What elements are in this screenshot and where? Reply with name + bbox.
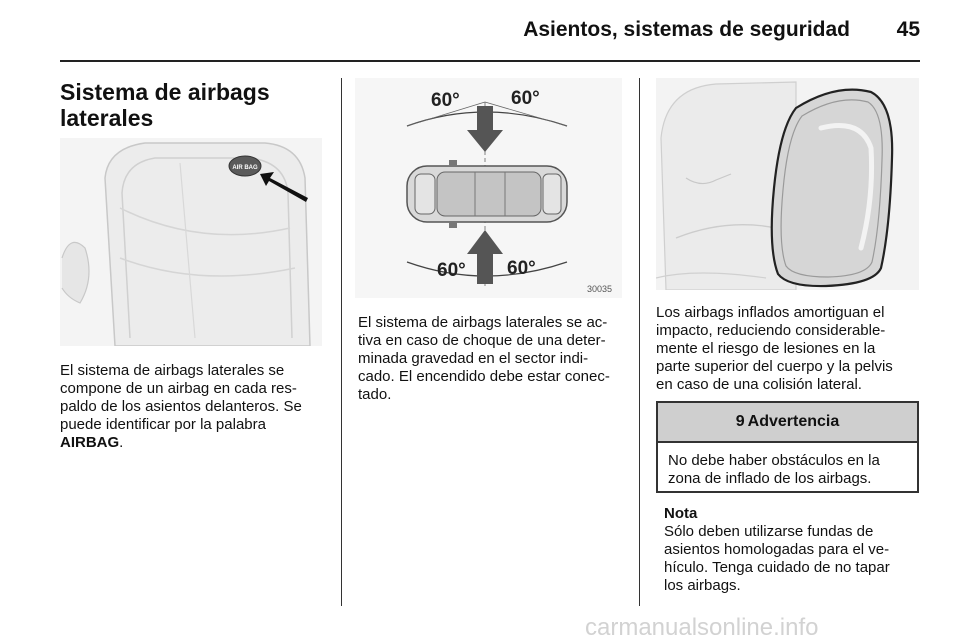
column-divider-1 bbox=[341, 78, 342, 606]
text-line: El sistema de airbags laterales se bbox=[60, 362, 285, 379]
angle-label: 60° bbox=[437, 260, 466, 281]
column1-paragraph bbox=[60, 362, 330, 452]
note-label: Nota bbox=[664, 505, 698, 522]
airbag-label-text: AIR BAG bbox=[232, 165, 258, 171]
text-line: El sistema de airbags laterales se ac- bbox=[358, 314, 608, 331]
seat-airbag-label-figure bbox=[60, 138, 322, 346]
inflated-airbag-figure bbox=[656, 78, 919, 290]
warning-text bbox=[658, 443, 917, 488]
text-line: paldo de los asientos delanteros. Se bbox=[60, 398, 302, 415]
angle-label: 60° bbox=[431, 90, 460, 111]
note-paragraph bbox=[664, 523, 932, 595]
text-line: Sólo deben utilizarse fundas de bbox=[664, 523, 874, 540]
column-divider-2 bbox=[639, 78, 640, 606]
warning-header bbox=[658, 403, 917, 443]
header-divider bbox=[60, 60, 920, 62]
angle-label: 60° bbox=[507, 258, 536, 279]
text-line: puede identificar por la palabra bbox=[60, 416, 266, 433]
column3-paragraph bbox=[656, 304, 931, 394]
text-line: tado. bbox=[358, 386, 392, 403]
seat-illustration bbox=[60, 138, 322, 346]
text-line bbox=[60, 434, 330, 452]
warning-title: Advertencia bbox=[747, 413, 840, 430]
watermark: carmanualsonline.info bbox=[585, 614, 819, 641]
page-number: 45 bbox=[896, 18, 920, 41]
page-header-title: Asientos, sistemas de seguridad bbox=[523, 18, 850, 41]
text-line: Los airbags inflados amortiguan el bbox=[656, 304, 885, 321]
keyword-suffix: . bbox=[119, 434, 124, 451]
car-top-view-diagram bbox=[355, 78, 622, 298]
text-line: zona de inflado de los airbags. bbox=[668, 470, 872, 487]
figure-code: 30035 bbox=[587, 284, 613, 294]
text-line: asientos homologadas para el ve- bbox=[664, 541, 890, 558]
text-line: cado. El encendido debe estar conec- bbox=[358, 368, 610, 385]
text-line: los airbags. bbox=[664, 577, 741, 594]
text-line: impacto, reduciendo considerable- bbox=[656, 322, 886, 339]
text-line: en caso de una colisión lateral. bbox=[656, 376, 862, 393]
section-title-line: Sistema de airbags bbox=[60, 79, 270, 105]
text-line: mente el riesgo de lesiones en la bbox=[656, 340, 876, 357]
section-title bbox=[60, 79, 320, 131]
angle-label: 60° bbox=[511, 88, 540, 109]
text-line: compone de un airbag en cada res- bbox=[60, 380, 297, 397]
deployment-sector-figure bbox=[355, 78, 622, 298]
section-title-line: laterales bbox=[60, 105, 154, 131]
airbag-keyword: AIRBAG bbox=[60, 434, 120, 451]
warning-box bbox=[656, 401, 919, 493]
inflated-airbag-illustration bbox=[656, 78, 919, 290]
column2-paragraph bbox=[358, 314, 628, 404]
text-line: tiva en caso de choque de una deter- bbox=[358, 332, 606, 349]
warning-icon: 9 bbox=[735, 413, 745, 430]
text-line: parte superior del cuerpo y la pelvis bbox=[656, 358, 893, 375]
text-line: No debe haber obstáculos en la bbox=[668, 452, 880, 469]
text-line: hículo. Tenga cuidado de no tapar bbox=[664, 559, 890, 576]
text-line: minada gravedad en el sector indi- bbox=[358, 350, 589, 367]
